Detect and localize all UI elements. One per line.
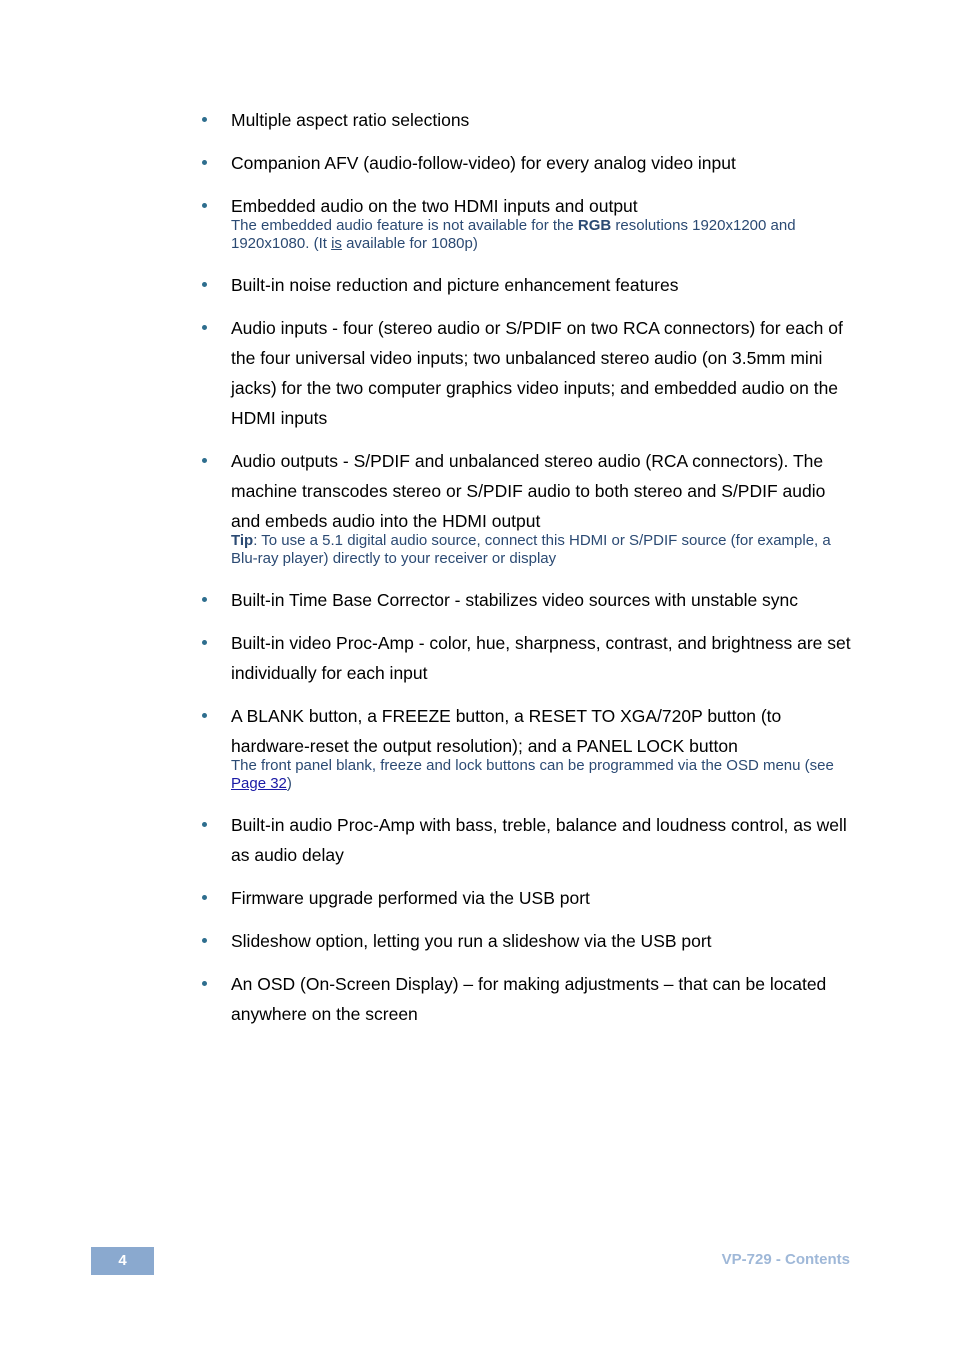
list-item bbox=[198, 883, 858, 913]
bullet-icon bbox=[202, 895, 207, 900]
list-item-text: Multiple aspect ratio selections bbox=[231, 110, 470, 130]
bullet-icon bbox=[202, 117, 207, 122]
list-item-text: A BLANK button, a FREEZE button, a RESET TO XGA/720P button (to hardware-reset the output resolution); and a PANEL LOCK button bbox=[231, 706, 782, 756]
list-item-text: Built-in video Proc-Amp - color, hue, sharpness, contrast, and brightness are set individually for each input bbox=[231, 633, 851, 683]
bullet-icon bbox=[202, 713, 207, 718]
note-underlined: is bbox=[331, 235, 342, 252]
bullet-icon bbox=[202, 458, 207, 463]
page-number: 4 bbox=[91, 1247, 154, 1275]
list-item bbox=[198, 191, 858, 257]
list-item-text: Slideshow option, letting you run a slideshow via the USB port bbox=[231, 931, 712, 951]
tip-text: Tip: To use a 5.1 digital audio source, connect this HDMI or S/PDIF source (for example, a Blu-ray player) directly to your receiver or display bbox=[231, 532, 831, 567]
note-text: The front panel blank, freeze and lock buttons can be programmed via the OSD menu (see Page 32) bbox=[231, 757, 834, 792]
footer-title: VP-729 - Contents bbox=[721, 1251, 850, 1268]
list-item-text: Companion AFV (audio-follow-video) for every analog video input bbox=[231, 153, 736, 173]
list-item-text: Audio inputs - four (stereo audio or S/PDIF on two RCA connectors) for each of the four universal video inputs; two unbalanced stereo audio (on 3.5mm mini jacks) for the two computer graphics video inputs; and embedded audio on the HDMI inputs bbox=[231, 318, 843, 428]
list-item-text: Built-in noise reduction and picture enhancement features bbox=[231, 275, 679, 295]
list-item bbox=[198, 446, 858, 572]
list-item bbox=[198, 105, 858, 135]
list-item bbox=[198, 270, 858, 300]
bullet-icon bbox=[202, 325, 207, 330]
bullet-icon bbox=[202, 597, 207, 602]
list-item bbox=[198, 701, 858, 797]
list-item-text: Embedded audio on the two HDMI inputs and output bbox=[231, 196, 638, 216]
note-bold: RGB bbox=[577, 217, 612, 234]
list-item bbox=[198, 148, 858, 178]
bullet-icon bbox=[202, 203, 207, 208]
list-item-text: Audio outputs - S/PDIF and unbalanced stereo audio (RCA connectors). The machine transcodes stereo or S/PDIF audio to both stereo and S/PDIF audio and embeds audio into the HDMI output bbox=[231, 451, 826, 531]
page-32-link[interactable]: Page 32 bbox=[231, 775, 287, 792]
list-item bbox=[198, 628, 858, 688]
list-item-text: An OSD (On-Screen Display) – for making adjustments – that can be located anywhere on the screen bbox=[231, 974, 827, 1024]
tip-label: Tip bbox=[231, 532, 254, 549]
note-text: The embedded audio feature is not available for the RGB resolutions 1920x1200 and 1920x1080. (It is available for 1080p) bbox=[231, 217, 796, 252]
list-item bbox=[198, 313, 858, 433]
bullet-icon bbox=[202, 938, 207, 943]
bullet-icon bbox=[202, 640, 207, 645]
bullet-icon bbox=[202, 981, 207, 986]
bullet-icon bbox=[202, 160, 207, 165]
list-item-text: Built-in audio Proc-Amp with bass, treble, balance and loudness control, as well as audio delay bbox=[231, 815, 847, 865]
list-item bbox=[198, 926, 858, 956]
list-item-text: Firmware upgrade performed via the USB port bbox=[231, 888, 590, 908]
list-item-text: Built-in Time Base Corrector - stabilizes video sources with unstable sync bbox=[231, 590, 799, 610]
list-item bbox=[198, 585, 858, 615]
list-item bbox=[198, 969, 858, 1029]
bullet-icon bbox=[202, 822, 207, 827]
feature-list bbox=[198, 105, 858, 1042]
bullet-icon bbox=[202, 282, 207, 287]
list-item bbox=[198, 810, 858, 870]
